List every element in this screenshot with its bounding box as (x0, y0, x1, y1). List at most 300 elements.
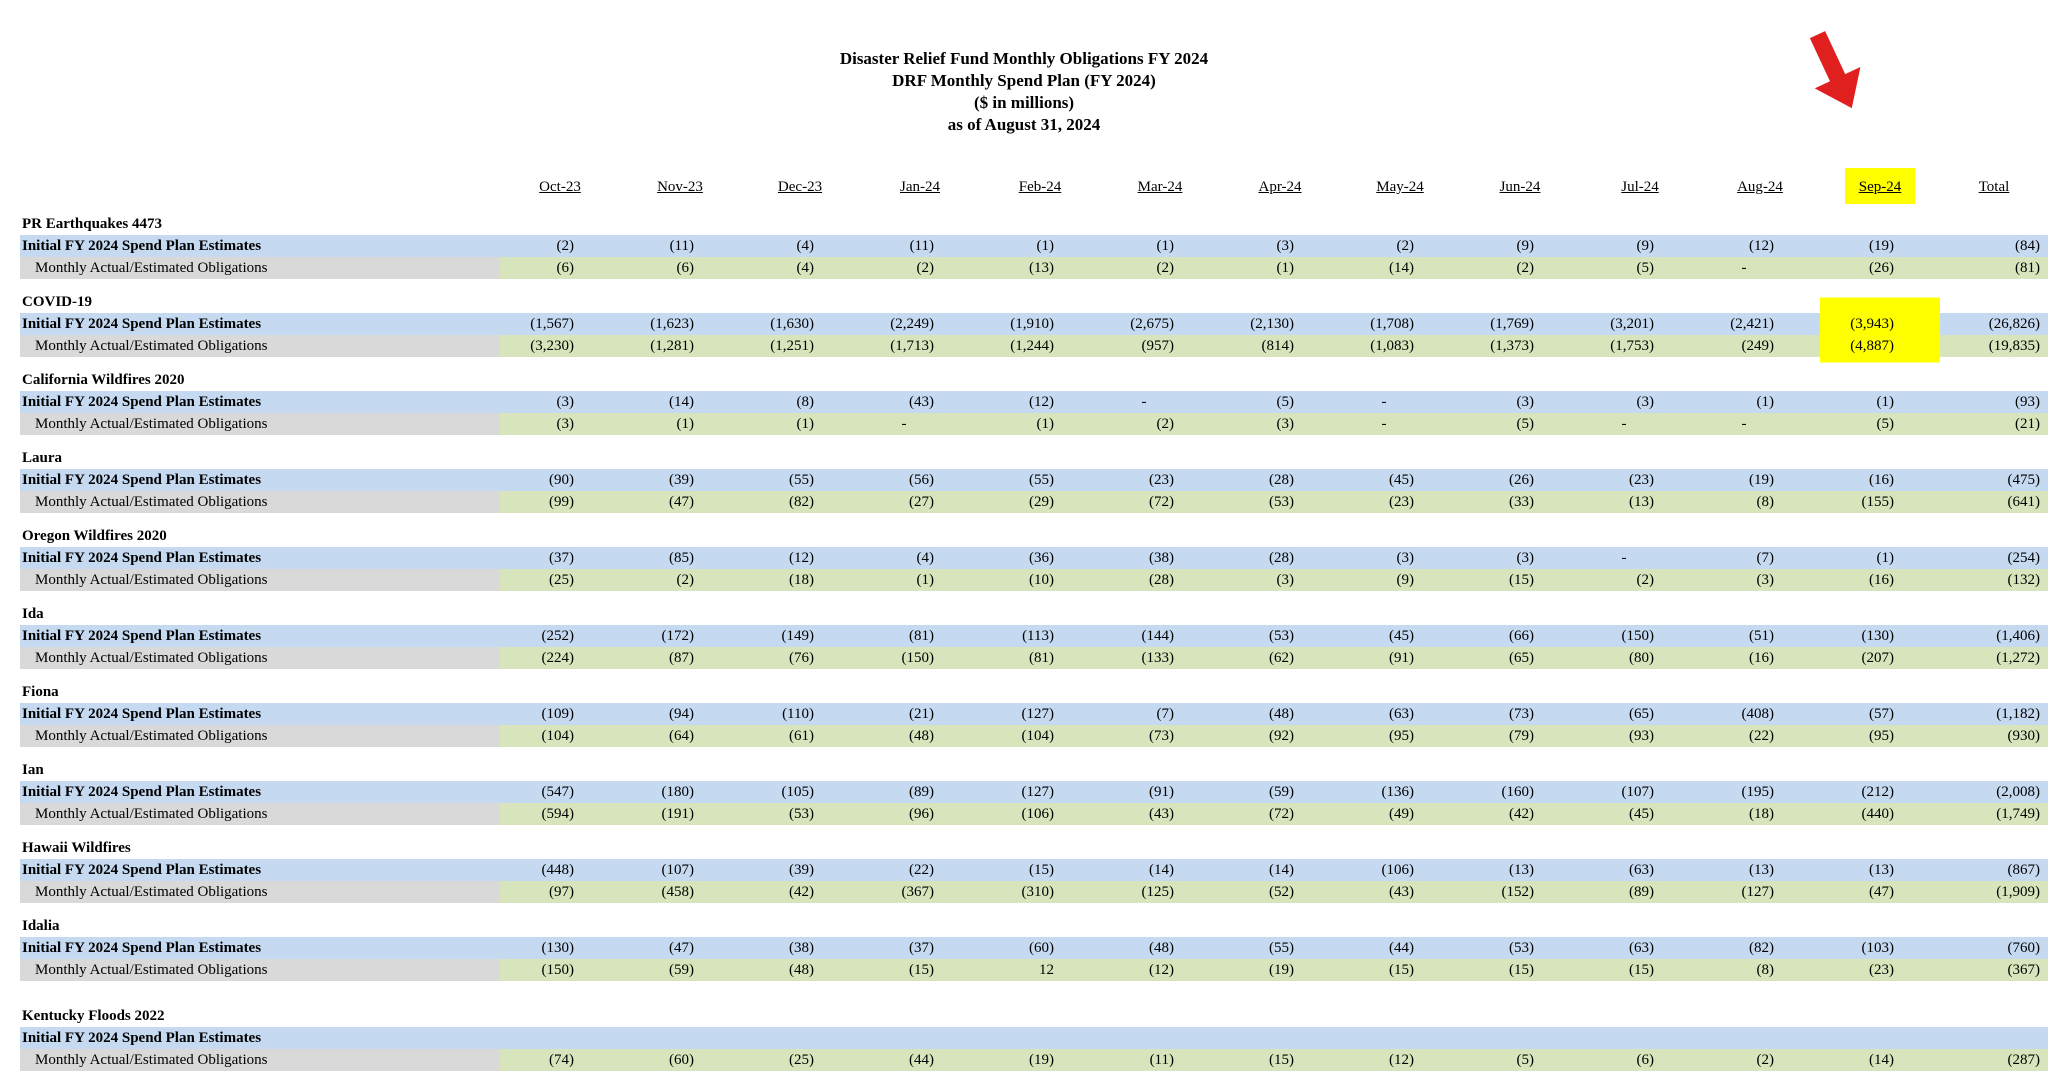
value-cell: (79) (1460, 725, 1580, 747)
value-cell: (18) (740, 569, 860, 591)
name-row-sep-cell (1820, 213, 1940, 235)
column-header-jan-24 (860, 150, 980, 201)
value-cell: (63) (1580, 937, 1700, 959)
group-name: Fiona (22, 684, 59, 700)
value-cell: (127) (980, 703, 1100, 725)
row-label-initial: Initial FY 2024 Spend Plan Estimates (20, 937, 500, 959)
value-cell (1940, 1027, 2048, 1049)
gap-cell (20, 435, 1820, 447)
value-cell: (21) (860, 703, 980, 725)
name-row-total-cell (1940, 213, 2048, 235)
value-cell: (87) (620, 647, 740, 669)
value-cell: (1,567) (500, 313, 620, 335)
value-cell: (1) (1220, 257, 1340, 279)
value-cell: (39) (740, 859, 860, 881)
gap-cell-total (1940, 591, 2048, 603)
gap-cell-total (1940, 201, 2048, 213)
value-cell: (60) (620, 1049, 740, 1071)
name-row-sep-cell (1820, 1005, 1940, 1027)
value-cell: (49) (1340, 803, 1460, 825)
value-cell: (39) (620, 469, 740, 491)
value-cell: (12) (980, 391, 1100, 413)
value-cell: (44) (1340, 937, 1460, 959)
column-header-label: Apr-24 (1258, 179, 1302, 195)
value-cell: (65) (1580, 703, 1700, 725)
value-cell: (9) (1460, 235, 1580, 257)
value-cell: (957) (1100, 335, 1220, 357)
value-cell: (53) (740, 803, 860, 825)
value-cell: (15) (1340, 959, 1460, 981)
value-cell: (212) (1820, 781, 1940, 803)
value-cell: (2) (1340, 235, 1460, 257)
value-cell: (48) (1220, 703, 1340, 725)
value-cell: (127) (1700, 881, 1820, 903)
value-cell: (65) (1460, 647, 1580, 669)
value-cell: (15) (1580, 959, 1700, 981)
value-cell: (2,008) (1940, 781, 2048, 803)
title-line-3: ($ in millions) (973, 93, 1075, 112)
value-cell (740, 1027, 860, 1049)
gap-cell-sep (1820, 435, 1940, 447)
row-label-monthly: Monthly Actual/Estimated Obligations (20, 881, 500, 903)
value-cell: (38) (1100, 547, 1220, 569)
group-name-row (20, 603, 2048, 625)
value-cell: - (1340, 413, 1460, 435)
value-cell: (3) (1340, 547, 1460, 569)
row-label-monthly: Monthly Actual/Estimated Obligations (20, 1049, 500, 1071)
value-cell: (13) (1820, 859, 1940, 881)
gap-cell (20, 279, 1820, 291)
initial-row (20, 547, 2048, 569)
gap-cell-total (1940, 747, 2048, 759)
value-cell: (448) (500, 859, 620, 881)
value-cell: (28) (1220, 547, 1340, 569)
monthly-row (20, 491, 2048, 513)
value-cell: (1,373) (1460, 335, 1580, 357)
group-name-row (20, 915, 2048, 937)
value-cell: (1) (620, 413, 740, 435)
value-cell: (19) (980, 1049, 1100, 1071)
value-cell: (814) (1220, 335, 1340, 357)
value-cell: (45) (1580, 803, 1700, 825)
initial-row (20, 469, 2048, 491)
value-cell: (1) (980, 235, 1100, 257)
value-cell: (26) (1460, 469, 1580, 491)
value-cell: (13) (1700, 859, 1820, 881)
group-name: California Wildfires 2020 (22, 372, 185, 388)
value-cell: (47) (1820, 881, 1940, 903)
row-label-monthly: Monthly Actual/Estimated Obligations (20, 413, 500, 435)
value-cell (1100, 1027, 1220, 1049)
gap-cell-sep (1820, 825, 1940, 837)
value-cell: (62) (1220, 647, 1340, 669)
name-row-sep-cell (1820, 447, 1940, 469)
value-cell: (1) (740, 413, 860, 435)
gap-cell-total (1940, 513, 2048, 525)
row-label-initial: Initial FY 2024 Spend Plan Estimates (20, 313, 500, 335)
value-cell: (1) (1820, 547, 1940, 569)
value-cell: (1,713) (860, 335, 980, 357)
value-cell: (96) (860, 803, 980, 825)
row-label-initial: Initial FY 2024 Spend Plan Estimates (20, 391, 500, 413)
value-cell: (38) (740, 937, 860, 959)
value-cell: (1,749) (1940, 803, 2048, 825)
value-cell: (2,421) (1700, 313, 1820, 335)
value-cell: (191) (620, 803, 740, 825)
value-cell: (3) (1460, 391, 1580, 413)
value-cell: (22) (1700, 725, 1820, 747)
row-label-monthly: Monthly Actual/Estimated Obligations (20, 725, 500, 747)
group-name: Kentucky Floods 2022 (22, 1008, 165, 1024)
row-label-initial: Initial FY 2024 Spend Plan Estimates (20, 1027, 500, 1049)
monthly-row (20, 1049, 2048, 1071)
value-cell: (5) (1460, 413, 1580, 435)
initial-row (20, 391, 2048, 413)
column-header-label: Aug-24 (1737, 179, 1783, 195)
value-cell: (23) (1820, 959, 1940, 981)
value-cell: (103) (1820, 937, 1940, 959)
value-cell: (14) (1100, 859, 1220, 881)
name-row-sep-cell (1820, 915, 1940, 937)
value-cell: (408) (1700, 703, 1820, 725)
value-cell: (113) (980, 625, 1100, 647)
value-cell: (2) (500, 235, 620, 257)
gap-cell (20, 357, 1820, 369)
row-label-initial: Initial FY 2024 Spend Plan Estimates (20, 625, 500, 647)
value-cell: (94) (620, 703, 740, 725)
value-cell: (2) (1100, 413, 1220, 435)
value-cell: (144) (1100, 625, 1220, 647)
value-cell: (61) (740, 725, 860, 747)
value-cell: (12) (1700, 235, 1820, 257)
value-cell: (48) (860, 725, 980, 747)
value-cell: (2) (1460, 257, 1580, 279)
value-cell: (29) (980, 491, 1100, 513)
value-cell: (6) (620, 257, 740, 279)
value-cell: (195) (1700, 781, 1820, 803)
value-cell: (867) (1940, 859, 2048, 881)
value-cell: (1,182) (1940, 703, 2048, 725)
title-line-4: as of August 31, 2024 (947, 115, 1101, 134)
group-gap-row (20, 435, 2048, 447)
column-header-label: May-24 (1376, 179, 1424, 195)
group-name-row (20, 447, 2048, 469)
monthly-row (20, 335, 2048, 357)
value-cell: (3) (1580, 391, 1700, 413)
value-cell (620, 1027, 740, 1049)
value-cell: (106) (1340, 859, 1460, 881)
value-cell: (2,130) (1220, 313, 1340, 335)
group-name-row (20, 681, 2048, 703)
value-cell: (72) (1100, 491, 1220, 513)
monthly-row (20, 257, 2048, 279)
value-cell: (95) (1340, 725, 1460, 747)
value-cell: (80) (1580, 647, 1700, 669)
value-cell: (252) (500, 625, 620, 647)
value-cell: (28) (1100, 569, 1220, 591)
value-cell: (37) (860, 937, 980, 959)
gap-cell-total (1940, 825, 2048, 837)
value-cell: (63) (1340, 703, 1460, 725)
value-cell: (48) (740, 959, 860, 981)
value-cell: (43) (1340, 881, 1460, 903)
value-cell (980, 1027, 1100, 1049)
value-cell: (15) (980, 859, 1100, 881)
value-cell: (76) (740, 647, 860, 669)
monthly-row (20, 569, 2048, 591)
value-cell: (107) (620, 859, 740, 881)
gap-cell-sep (1820, 981, 1940, 1005)
group-gap-row (20, 513, 2048, 525)
value-cell: (160) (1460, 781, 1580, 803)
value-cell: (180) (620, 781, 740, 803)
gap-cell-total (1940, 981, 2048, 1005)
group-name: Ian (22, 762, 44, 778)
value-cell: (440) (1820, 803, 1940, 825)
group-gap-row (20, 357, 2048, 369)
value-cell: (7) (1700, 547, 1820, 569)
value-cell: (12) (740, 547, 860, 569)
name-row-sep-cell (1820, 603, 1940, 625)
group-gap-row (20, 747, 2048, 759)
value-cell: (254) (1940, 547, 2048, 569)
value-cell: (19,835) (1940, 335, 2048, 357)
table-body (20, 201, 2048, 1071)
initial-row (20, 1027, 2048, 1049)
value-cell: (224) (500, 647, 620, 669)
value-cell: (11) (860, 235, 980, 257)
value-cell: (1) (1820, 391, 1940, 413)
group-name-row (20, 1005, 2048, 1027)
value-cell: (207) (1820, 647, 1940, 669)
monthly-row (20, 881, 2048, 903)
value-cell: (130) (500, 937, 620, 959)
value-cell: (43) (1100, 803, 1220, 825)
value-cell: (22) (860, 859, 980, 881)
name-row-total-cell (1940, 915, 2048, 937)
value-cell (1580, 1027, 1700, 1049)
value-cell: (367) (1940, 959, 2048, 981)
value-cell: (104) (500, 725, 620, 747)
value-cell: (16) (1820, 569, 1940, 591)
value-cell: (55) (980, 469, 1100, 491)
group-gap-row (20, 591, 2048, 603)
group-name-row (20, 759, 2048, 781)
value-cell: (760) (1940, 937, 2048, 959)
value-cell: (2) (1700, 1049, 1820, 1071)
value-cell: (7) (1100, 703, 1220, 725)
value-cell: (109) (500, 703, 620, 725)
value-cell: - (860, 413, 980, 435)
row-label-monthly: Monthly Actual/Estimated Obligations (20, 491, 500, 513)
gap-cell-total (1940, 669, 2048, 681)
value-cell: (3) (500, 413, 620, 435)
value-cell: (53) (1220, 491, 1340, 513)
value-cell: (51) (1700, 625, 1820, 647)
value-cell: (9) (1580, 235, 1700, 257)
gap-cell-sep (1820, 279, 1940, 291)
group-gap-row (20, 825, 2048, 837)
group-gap-row (20, 903, 2048, 915)
gap-cell-sep (1820, 357, 1940, 369)
value-cell: (132) (1940, 569, 2048, 591)
value-cell: (14) (1340, 257, 1460, 279)
value-cell: (130) (1820, 625, 1940, 647)
value-cell: (15) (1220, 1049, 1340, 1071)
value-cell: (1,251) (740, 335, 860, 357)
gap-cell-total (1940, 435, 2048, 447)
value-cell: (72) (1220, 803, 1340, 825)
value-cell: (23) (1100, 469, 1220, 491)
value-cell: (4) (740, 235, 860, 257)
monthly-row (20, 725, 2048, 747)
value-cell: (12) (1100, 959, 1220, 981)
column-header-jun-24 (1460, 150, 1580, 201)
value-cell (1700, 1027, 1820, 1049)
value-cell: (1,708) (1340, 313, 1460, 335)
value-cell: (3) (1460, 547, 1580, 569)
group-name: Hawaii Wildfires (22, 840, 131, 856)
gap-cell (20, 513, 1820, 525)
group-name-row (20, 525, 2048, 547)
row-label-initial: Initial FY 2024 Spend Plan Estimates (20, 781, 500, 803)
column-header-dec-23 (740, 150, 860, 201)
value-cell: (1) (1700, 391, 1820, 413)
gap-cell-total (1940, 903, 2048, 915)
value-cell: (89) (860, 781, 980, 803)
value-cell (1820, 1027, 1940, 1049)
value-cell: (82) (1700, 937, 1820, 959)
value-cell: (3) (1220, 569, 1340, 591)
value-cell: (5) (1820, 413, 1940, 435)
value-cell: (1) (860, 569, 980, 591)
name-row-sep-cell (1820, 525, 1940, 547)
value-cell: (53) (1220, 625, 1340, 647)
value-cell: (5) (1220, 391, 1340, 413)
value-cell: (2,675) (1100, 313, 1220, 335)
value-cell: (91) (1100, 781, 1220, 803)
value-cell: (155) (1820, 491, 1940, 513)
value-cell: (1,244) (980, 335, 1100, 357)
value-cell: (3,943) (1820, 313, 1940, 335)
group-name-row (20, 837, 2048, 859)
value-cell: (136) (1340, 781, 1460, 803)
value-cell: - (1580, 413, 1700, 435)
initial-row (20, 313, 2048, 335)
value-cell: (55) (740, 469, 860, 491)
column-header-may-24 (1340, 150, 1460, 201)
value-cell: (1,272) (1940, 647, 2048, 669)
value-cell: (15) (1460, 569, 1580, 591)
value-cell: (1) (980, 413, 1100, 435)
value-cell: (149) (740, 625, 860, 647)
value-cell: (310) (980, 881, 1100, 903)
name-row-sep-cell (1820, 291, 1940, 313)
row-label-monthly: Monthly Actual/Estimated Obligations (20, 959, 500, 981)
value-cell: (53) (1460, 937, 1580, 959)
value-cell: (42) (740, 881, 860, 903)
value-cell (860, 1027, 980, 1049)
value-cell: (93) (1580, 725, 1700, 747)
value-cell: (127) (980, 781, 1100, 803)
value-cell: - (1700, 257, 1820, 279)
gap-cell (20, 825, 1820, 837)
group-gap-row (20, 279, 2048, 291)
value-cell: (287) (1940, 1049, 2048, 1071)
group-name-row (20, 369, 2048, 391)
column-header-feb-24 (980, 150, 1100, 201)
value-cell: (21) (1940, 413, 2048, 435)
value-cell: (16) (1820, 469, 1940, 491)
column-header-label: Oct-23 (539, 179, 581, 195)
value-cell: (2) (1580, 569, 1700, 591)
initial-row (20, 625, 2048, 647)
initial-row (20, 859, 2048, 881)
value-cell: (81) (1940, 257, 2048, 279)
value-cell: (43) (860, 391, 980, 413)
value-cell: (14) (620, 391, 740, 413)
value-cell: (89) (1580, 881, 1700, 903)
value-cell: (13) (1580, 491, 1700, 513)
value-cell: (57) (1820, 703, 1940, 725)
column-header-sep-24 (1820, 150, 1940, 201)
row-label-monthly: Monthly Actual/Estimated Obligations (20, 335, 500, 357)
value-cell: (3) (1700, 569, 1820, 591)
value-cell: (45) (1340, 469, 1460, 491)
value-cell: (13) (1460, 859, 1580, 881)
column-header-label: Mar-24 (1137, 179, 1183, 195)
value-cell: (5) (1580, 257, 1700, 279)
value-cell: (48) (1100, 937, 1220, 959)
group-name: Ida (22, 606, 44, 622)
column-header-mar-24 (1100, 150, 1220, 201)
value-cell: (8) (1700, 491, 1820, 513)
value-cell: (14) (1220, 859, 1340, 881)
value-cell: (56) (860, 469, 980, 491)
column-header-aug-24 (1700, 150, 1820, 201)
initial-row (20, 703, 2048, 725)
value-cell: (106) (980, 803, 1100, 825)
value-cell: (37) (500, 547, 620, 569)
value-cell: (60) (980, 937, 1100, 959)
name-row-total-cell (1940, 1005, 2048, 1027)
initial-row (20, 937, 2048, 959)
value-cell: (63) (1580, 859, 1700, 881)
value-cell: (3) (1220, 413, 1340, 435)
value-cell: (13) (980, 257, 1100, 279)
gap-cell-sep (1820, 591, 1940, 603)
value-cell: (28) (1220, 469, 1340, 491)
column-header-oct-23 (500, 150, 620, 201)
title-line-1: Disaster Relief Fund Monthly Obligations FY 2024 (839, 49, 1209, 68)
value-cell: (93) (1940, 391, 2048, 413)
column-header-label: Feb-24 (1018, 179, 1062, 195)
value-cell: (6) (1580, 1049, 1700, 1071)
value-cell: (475) (1940, 469, 2048, 491)
monthly-row (20, 647, 2048, 669)
value-cell: (1) (1100, 235, 1220, 257)
value-cell: (95) (1820, 725, 1940, 747)
value-cell: (92) (1220, 725, 1340, 747)
value-cell: (150) (1580, 625, 1700, 647)
value-cell: (73) (1100, 725, 1220, 747)
value-cell: (107) (1580, 781, 1700, 803)
row-label-initial: Initial FY 2024 Spend Plan Estimates (20, 235, 500, 257)
column-header-total (1940, 150, 2048, 201)
name-row-total-cell (1940, 759, 2048, 781)
column-header-nov-23 (620, 150, 740, 201)
value-cell: (594) (500, 803, 620, 825)
